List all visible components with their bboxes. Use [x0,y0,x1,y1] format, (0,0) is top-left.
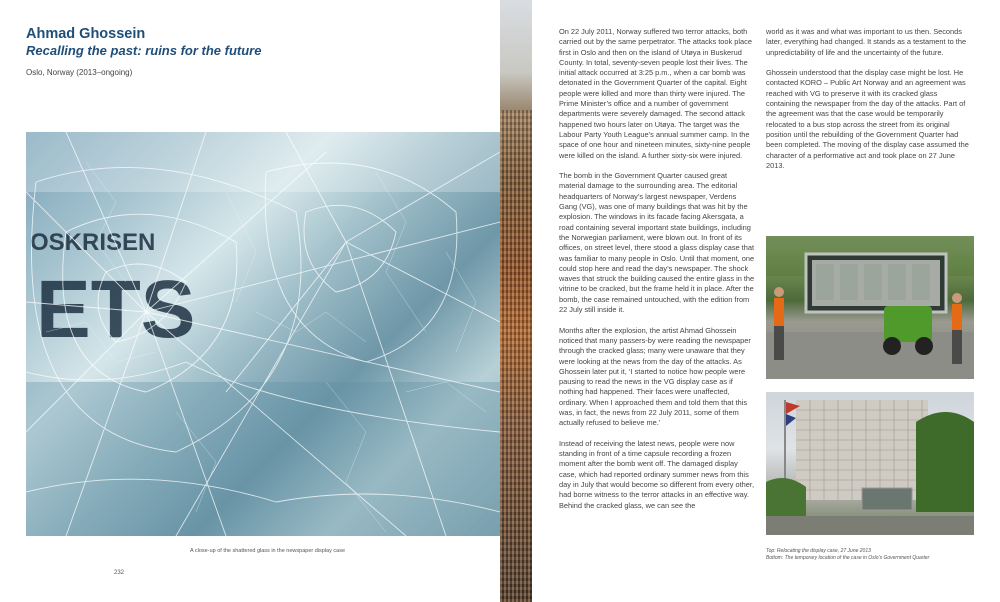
paragraph: The bomb in the Government Quarter caused great material damage to the surrounding area. The editorial headquarters of Norway’s largest newspaper, Verdens Gang (VG), was one of many buildings that was hit by the explosion. The windows in its facade facing Akersgata, a road containing several important state buildings, including the Norwegian parliament, were blown out. In front of its offices, on street level, there stood a glass display case that was familiar to many people in Oslo. Until that moment, one could stop here and read the day’s newspaper. The shock waves that struck the building caused the entire glass in the vitrine to be cracked, but the frame held it in place. After the bomb, the case remained untouched, with the edition from 22 July still inside it. [559,171,755,315]
glass-crack-pattern [26,132,500,536]
glass-big-letters: ETS [36,264,196,355]
caption-bottom: Bottom: The temporary location of the case in Oslo’s Government Quarter [766,555,930,561]
paragraph: Ghossein understood that the display case might be lost. He contacted KORO – Public Art Norway and an agreement was reached with VG to preserve it with its cracked glass containing the newspaper from the day of the attacks. Part of the agreement was that the case would be temporarily relocated to a bus stop across the street from its original position until the rebuilding of the Government Quarter had been completed. The moving of the display case assumed the character of a performative act and took place on 27 June 2013. [766,68,969,170]
paragraph: Months after the explosion, the artist Ahmad Ghossein noticed that many passers-by were reading the newspaper through the cracked glass; many were unaware that they were looking at the news from the day of the attacks. As Ghossein later put it, ‘I started to notice how people were pausing to read the news in the VG display case as if nothing had happened. Their faces were unaffected, ordinary. When I approached them and told them that this was, in fact, the news from 22 July 2011, some of them actually refused to believe me.’ [559,325,751,428]
shattered-glass-photo [26,132,500,536]
body-column-1 [559,27,755,521]
government-quarter-scene [766,392,974,535]
body-column-2 [766,27,971,181]
paragraph: Instead of receiving the latest news, people were now standing in front of a time capsule recording a frozen moment after the bomb went off. The damaged display case, which had reported ordinary summer news from this day in July that would become so different from every other, had borne witness to the terror attacks in an effective way. Behind the cracked glass, we can see the [559,438,754,510]
article-subtitle: Recalling the past: ruins for the future [26,43,262,58]
artist-name: Ahmad Ghossein [26,26,146,42]
glass-letters: OSKRISEN [30,229,156,256]
temporary-location-photo [766,392,974,535]
right-photo-captions [766,548,929,562]
paragraph: world as it was and what was important to us then. Seconds later, everything had changed. It stands as a testament to the unpredictability of life and the uncertainty of the future. [766,27,967,57]
crowd-photo-strip [500,0,532,602]
relocation-photo [766,236,974,379]
location-line: Oslo, Norway (2013–ongoing) [26,68,133,77]
caption-top: Top: Relocating the display case, 27 June 2013 [766,548,871,554]
page-number: 232 [114,570,125,576]
crowd-texture [500,110,532,602]
main-photo-caption: A close-up of the shattered glass in the newspaper display case [190,548,346,554]
paragraph: On 22 July 2011, Norway suffered two terror attacks, both carried out by the same perpetrator. The attacks took place first in Oslo and then on the island of Utøya in Buskerud County. In total, seventy-seven people lost their lives. The initial attack occurred at 3:25 p.m., when a car bomb was detonated in the Government Quarter of the capital. Eight people were killed and more than thirty were injured. The Prime Minister’s office and a number of government departments were severely damaged. The second attack happened two hours later on Utøya. The target was the Labour Party Youth League’s annual summer camp. In the space of one hour and nineteen minutes, sixty-nine people were killed on the island. A further sixty-six were injured. [559,27,752,160]
relocation-scene [766,236,974,379]
